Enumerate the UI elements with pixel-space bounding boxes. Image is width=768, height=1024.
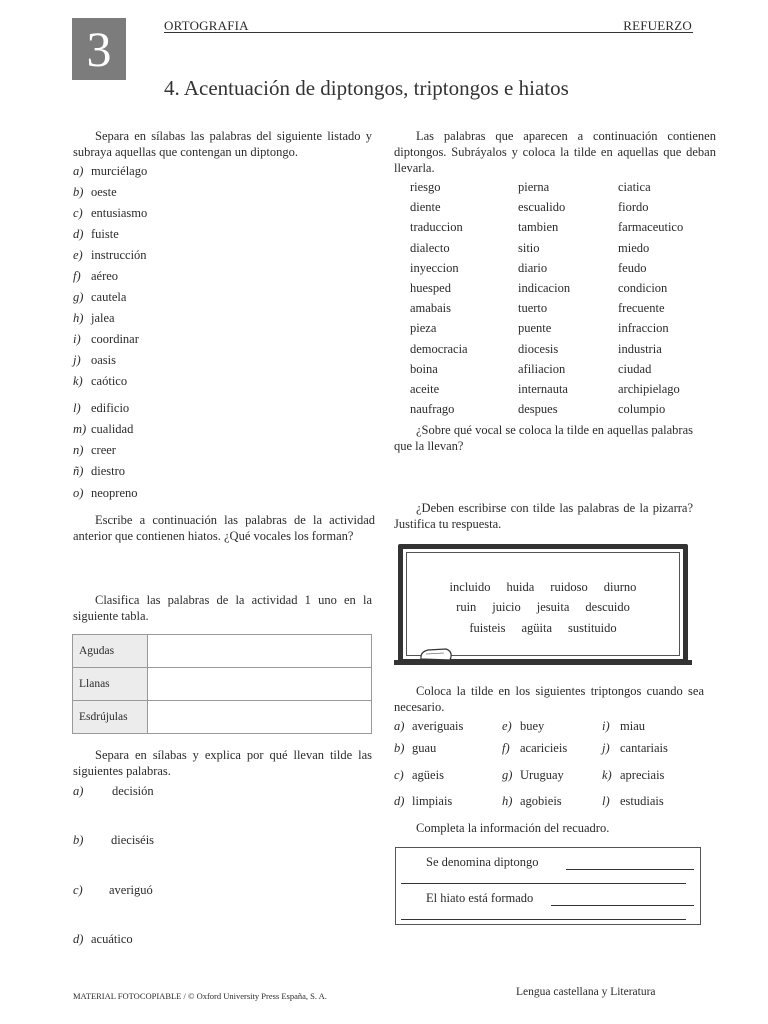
definition-line-diptongo: Se denomina diptongo (426, 855, 539, 869)
grid-word: despues (518, 402, 558, 417)
list-item: diestro (91, 464, 126, 478)
item-letter: g) (502, 768, 513, 782)
grid-word: diente (410, 200, 441, 215)
list-item: acuático (91, 932, 133, 946)
list-item: oasis (91, 353, 116, 367)
item-letter: g) (73, 290, 84, 304)
page-title: 4. Acentuación de diptongos, triptongos e hiatos (164, 76, 569, 100)
row-label-llanas: Llanas (73, 668, 148, 701)
list-item: neopreno (91, 486, 138, 500)
grid-word: frecuente (618, 301, 665, 316)
item-letter: a) (394, 719, 405, 733)
grid-word: diocesis (518, 341, 559, 356)
item-letter: j) (602, 741, 610, 755)
grid-word: inyeccion (410, 260, 459, 275)
item-letter: b) (73, 833, 84, 847)
list-item: Uruguay (520, 768, 564, 782)
definition-line-hiato: El hiato está formado (426, 891, 534, 905)
grid-word: fiordo (618, 200, 649, 215)
item-letter: m) (73, 422, 87, 436)
list-item: cualidad (91, 422, 134, 436)
list-item: agobieis (520, 794, 562, 808)
exercise-7-instructions: Coloca la tilde en los siguientes triptongos cuando sea necesario. (394, 684, 704, 714)
grid-word: amabais (410, 301, 451, 316)
grid-word: sitio (518, 240, 540, 255)
item-letter: i) (73, 332, 81, 346)
list-item: buey (520, 719, 545, 733)
chalkboard-word: diurno (603, 580, 637, 594)
item-letter: c) (73, 206, 83, 220)
item-letter: k) (602, 768, 612, 782)
list-item: limpiais (412, 794, 453, 808)
item-letter: e) (502, 719, 512, 733)
list-item: cantariais (620, 741, 668, 755)
chalkboard-word: descuido (585, 600, 630, 614)
item-letter: c) (394, 768, 404, 782)
item-letter: d) (73, 932, 84, 946)
footer-copyright: MATERIAL FOTOCOPIABLE / © Oxford University Press España, S. A. (73, 991, 327, 1001)
grid-word: naufrago (410, 402, 455, 417)
item-letter: f) (502, 741, 510, 755)
grid-word: columpio (618, 402, 666, 417)
list-item: guau (412, 741, 437, 755)
item-letter: f) (73, 269, 81, 283)
exercise-1-instructions: Separa en sílabas las palabras del siguiente listado y subraya aquellas que contengan un diptongo. (73, 129, 372, 159)
chalkboard-word: ruin (456, 600, 477, 614)
item-letter: j) (73, 353, 81, 367)
section-label: ORTOGRAFIA (164, 18, 249, 33)
grid-word: tambien (518, 220, 559, 235)
grid-word: industria (618, 341, 662, 356)
list-item: miau (620, 719, 645, 733)
grid-word: infraccion (618, 321, 669, 336)
item-letter: k) (73, 374, 83, 388)
chalkboard-row (398, 598, 688, 616)
list-item: instrucción (91, 248, 147, 262)
classification-table (72, 634, 372, 734)
item-letter: b) (73, 185, 84, 199)
grid-word: tuerto (518, 301, 548, 316)
grid-word: indicacion (518, 281, 571, 295)
item-letter: ñ) (73, 464, 84, 478)
item-letter: n) (73, 443, 84, 457)
exercise-5-instructions: Las palabras que aparecen a continuación contienen diptongos. Subráyalos y coloca la tilde en aquellas que deban llevarla. (394, 129, 716, 175)
item-letter: l) (73, 401, 81, 415)
item-letter: c) (73, 883, 83, 897)
exercise-5-question: ¿Sobre qué vocal se coloca la tilde en aquellas palabras que la llevan? (394, 423, 693, 453)
answer-line[interactable] (401, 883, 686, 884)
answer-line[interactable] (401, 919, 686, 920)
grid-word: boina (410, 361, 438, 376)
grid-word: miedo (618, 240, 650, 255)
chalkboard-word: agüita (521, 621, 553, 635)
exercise-8-instructions: Completa la información del recuadro. (416, 821, 610, 835)
chalkboard-word: huida (506, 580, 535, 594)
grid-word: aceite (410, 382, 440, 396)
grid-word: huesped (410, 281, 451, 295)
item-letter: a) (73, 784, 84, 798)
grid-word: ciudad (618, 361, 652, 376)
grid-word: democracia (410, 341, 468, 356)
item-letter: d) (394, 794, 405, 808)
footer-subject: Lengua castellana y Literatura (516, 986, 656, 998)
list-item: aéreo (91, 269, 119, 283)
list-item: edificio (91, 401, 130, 415)
table-row (73, 668, 372, 701)
grid-word: ciatica (618, 180, 651, 194)
list-item: cautela (91, 290, 127, 304)
list-item: agüeis (412, 768, 444, 782)
list-item: averiguó (109, 883, 153, 897)
table-row (73, 701, 372, 734)
grid-word: riesgo (410, 180, 441, 194)
exercise-4-instructions: Separa en sílabas y explica por qué llevan tilde las siguientes palabras. (73, 748, 372, 778)
list-item: dieciséis (111, 833, 155, 847)
answer-cell-agudas[interactable] (148, 635, 372, 668)
item-letter: b) (394, 741, 405, 755)
chalkboard-word: fuisteis (469, 621, 506, 635)
list-item: decisión (112, 784, 154, 798)
grid-word: feudo (618, 260, 647, 275)
list-item: coordinar (91, 332, 139, 346)
list-item: caótico (91, 374, 128, 388)
item-letter: h) (502, 794, 513, 808)
grid-word: farmaceutico (618, 220, 684, 235)
grid-word: pierna (518, 180, 550, 194)
answer-line[interactable] (566, 869, 694, 870)
chalkboard-word: juicio (492, 600, 521, 614)
grid-word: diario (518, 260, 548, 275)
list-item: averiguais (412, 719, 464, 733)
exercise-2-instructions: Escribe a continuación las palabras de la actividad anterior que contienen hiatos. ¿Qué vocales los forman? (73, 513, 375, 543)
list-item: murciélago (91, 164, 148, 178)
item-letter: o) (73, 486, 84, 500)
table-row (73, 635, 372, 668)
chalkboard-word: jesuita (536, 600, 570, 614)
chalkboard-row (398, 578, 688, 596)
grid-word: archipielago (618, 382, 680, 396)
list-item: entusiasmo (91, 206, 148, 220)
answer-cell-esdrujulas[interactable] (148, 701, 372, 734)
row-label-esdrujulas: Esdrújulas (73, 701, 148, 734)
list-item: estudiais (620, 794, 664, 808)
list-item: acaricieis (520, 741, 568, 755)
chalkboard-word: incluido (449, 580, 491, 594)
exercise-3-instructions: Clasifica las palabras de la actividad 1 uno en la siguiente tabla. (73, 593, 372, 623)
unit-number-badge: 3 (72, 18, 126, 80)
item-letter: d) (73, 227, 84, 241)
row-label-agudas: Agudas (73, 635, 148, 668)
answer-cell-llanas[interactable] (148, 668, 372, 701)
grid-word: escualido (518, 200, 566, 215)
grid-word: traduccion (410, 220, 463, 235)
refuerzo-label: REFUERZO (623, 18, 692, 33)
grid-word: pieza (410, 321, 437, 336)
list-item: apreciais (620, 768, 665, 782)
header-rule (164, 32, 693, 33)
chalkboard-word: sustituido (568, 621, 617, 635)
item-letter: i) (602, 719, 610, 733)
list-item: jalea (91, 311, 115, 325)
exercise-6-instructions: ¿Deben escribirse con tilde las palabras de la pizarra? Justifica tu respuesta. (394, 501, 693, 531)
list-item: fuiste (91, 227, 119, 241)
grid-word: internauta (518, 382, 568, 396)
grid-word: puente (518, 321, 552, 336)
grid-word: afiliacion (518, 361, 566, 376)
chalkboard-row (398, 619, 688, 637)
eraser-icon (418, 646, 454, 662)
grid-word: condicion (618, 281, 668, 295)
list-item: creer (91, 443, 116, 457)
item-letter: h) (73, 311, 84, 325)
item-letter: l) (602, 794, 610, 808)
list-item: oeste (91, 185, 117, 199)
item-letter: a) (73, 164, 84, 178)
answer-line[interactable] (551, 905, 694, 906)
grid-word: dialecto (410, 240, 450, 255)
item-letter: e) (73, 248, 83, 262)
chalkboard-word: ruidoso (550, 580, 588, 594)
